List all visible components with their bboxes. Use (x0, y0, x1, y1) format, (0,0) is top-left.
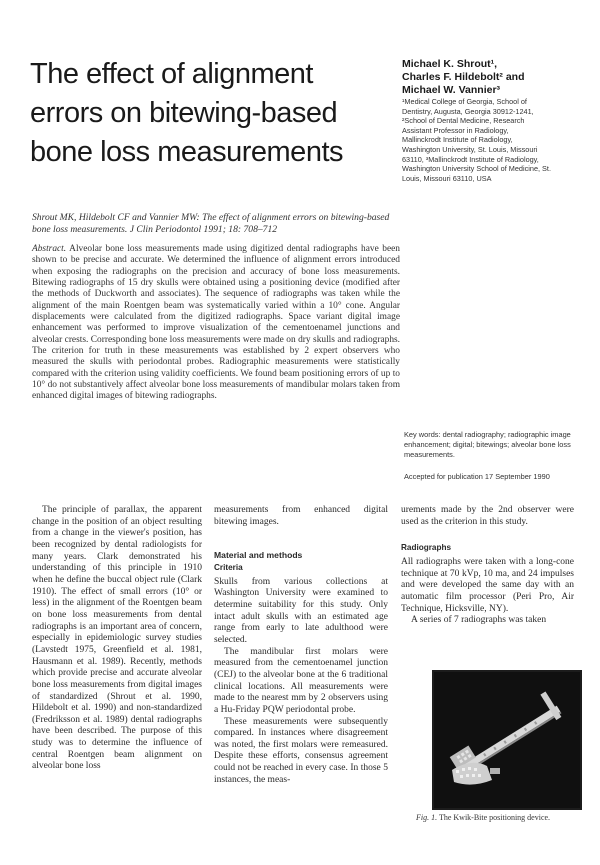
criteria-paragraph: The mandibular first molars were measured from the cementoenamel junction (CEJ) to the alveolar bone at the 6 traditional clinical locations. All measurements were made to the nearest mm by 2 observers using a Hu-Friday PQW periodontal probe. (214, 646, 388, 715)
author-3: Michael W. Vannier³ (402, 84, 501, 96)
criteria-paragraph: Skulls from various collections at Washington University were examined to determine suitability for this study. Only intact adult skulls with an estimated age range from early to late adulthood were selected. (214, 576, 388, 645)
radiographs-heading: Radiographs (401, 543, 452, 553)
affiliation-line: Washington University, St. Louis, Missouri (402, 144, 538, 154)
abstract (32, 244, 400, 403)
intro-paragraph: The principle of parallax, the apparent change in the position of an object resulting from a change in the viewer's position, has been recognized by dental radiologists for many years. Clark demonstrated his understanding of this principle in 1910 when he define the buccal object rule (Clark 1910). The effect of small errors (10° or less) in the alignment of the Roentgen beam on bone loss measurements from dental radiographs is an important area of concern, especially in epidemiologic survey studies (Lavstedt 1975, Greenfield et al. 1981, Hausmann et al. 1989). Recently, methods which provide precise and accurate alveolar bone loss measurements from digital images of standardized (Shrout et al. 1990, Hildebolt et al. 1990) and non-standardized (Fredriksson et al. 1989) dental radiographs have been described. The purpose of this study was to determine the influence of central Roentgen beam alignment on alveolar bone loss (32, 505, 202, 772)
author-list (402, 58, 592, 97)
figure-label: Fig. 1. (416, 813, 438, 822)
affiliation-line: Assistant Professor in Radiology, (402, 125, 509, 135)
figure-caption-text: The Kwik-Bite positioning device. (438, 813, 551, 822)
methods-heading: Material and methods (214, 550, 303, 561)
abstract-text: Alveolar bone loss measurements made using digitized dental radiographs have been shown to be precise and accurate. We determined the influence of alignment errors introduced when exposing the radiographs on the precision and accuracy of bone loss measurements. Bitewing radiographs of 15 dry skulls were obtained using a positioning device (modified after the methods of Duckworth and associates). The sequence of radiographs was taken while the alignment of the main Roentgen beam was systematically varied within a 10° cone. Angular displacements were calculated from the digitized radiographs. Space variant digital image enhancement was performed to improve visualization of the cementoenamel junctions and alveolar crests. Corresponding bone loss measurements were made on dry skulls and radiographs. The criterion for truth in these measurements was established by 2 expert observers who measured the skulls with periodontal probes. Radiographic measurements were statistically compared with the criterion using validity coefficients. We found beam positioning errors of up to 10° do not substantively affect alveolar bone loss measurements of mandibular molars taken from enhanced digital images of bitewing radiographs. (32, 244, 400, 402)
affiliation-line: Louis, Missouri 63110, USA (402, 173, 492, 183)
article-title: The effect of alignment errors on bitewing-based bone loss measurements (30, 58, 343, 168)
criteria-heading: Criteria (214, 562, 243, 572)
criteria-paragraph: These measurements were subsequently compared. In instances where disagreement was noted, the first molars were remeasured. Despite these efforts, consensus agreement could not be reached in every case. In those 5 instances, the meas- (214, 716, 388, 785)
affiliation-line: ¹Medical College of Georgia, School of (402, 97, 527, 106)
affiliation-line: Washington University School of Medicine, St. (402, 164, 551, 174)
radiographs-paragraph: A series of 7 radiographs was taken (411, 615, 547, 626)
figure-caption (416, 813, 588, 823)
author-1: Michael K. Shrout¹, (402, 58, 498, 70)
affiliation-line: ²School of Dental Medicine, Research (402, 116, 525, 126)
author-2: Charles F. Hildebolt² and (402, 71, 525, 83)
affiliation-line: 63110, ³Mallinckrodt Institute of Radiology, (402, 154, 539, 164)
keywords: Key words: dental radiography; radiographic image enhancement; digital; bitewings; alveolar bone loss measurements. (404, 430, 571, 459)
affiliation-line: Dentistry, Augusta, Georgia 30912-1241, (402, 106, 534, 116)
criteria-paragraph-continued: urements made by the 2nd observer were used as the criterion in this study. (401, 505, 574, 527)
radiographs-paragraph: All radiographs were taken with a long-cone technique at 70 kVp, 10 ma, and 24 impulses and were developed the same day with an automatic film processor (Peri Pro, Air Technique, Hicksville, NY). (401, 556, 574, 614)
body-column-3 (401, 505, 574, 627)
body-column-2 (214, 505, 388, 786)
affiliation-line: Mallinckrodt Institute of Radiology, (402, 135, 513, 145)
intro-paragraph-continued: measurements from enhanced digital bitewing images. (214, 505, 388, 527)
body-column-1 (32, 505, 202, 773)
abstract-label: Abstract. (32, 244, 67, 254)
positioning-device-photo (432, 670, 582, 810)
accepted-date: Accepted for publication 17 September 1990 (404, 472, 550, 481)
affiliations (402, 97, 592, 183)
citation: Shrout MK, Hildebolt CF and Vannier MW: The effect of alignment errors on bitewing-based bone loss measurements. J Clin Periodontol 1991; 18: 708–712 (32, 212, 390, 235)
